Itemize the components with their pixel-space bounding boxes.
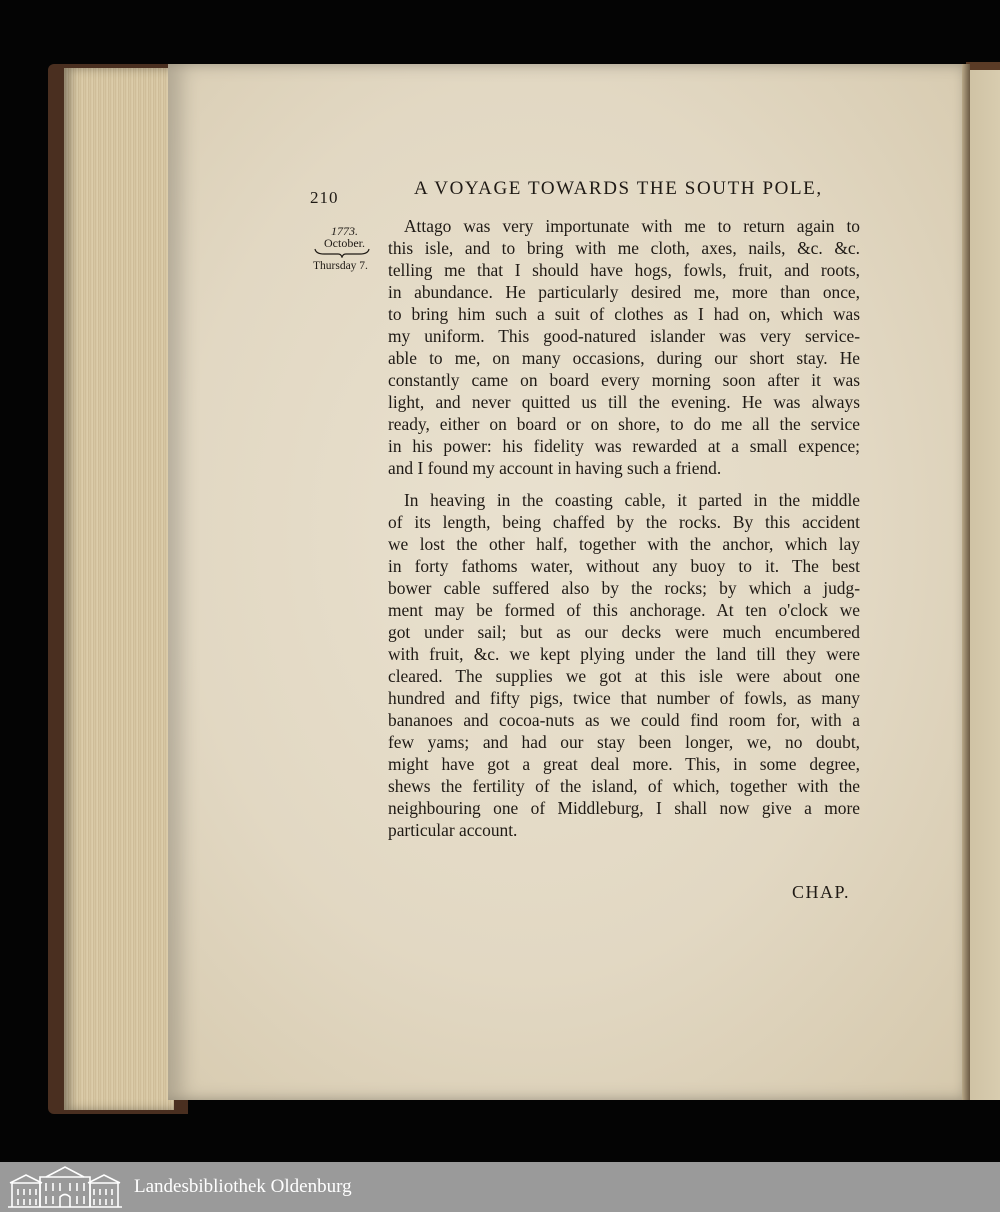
text-line: light, and never quitted us till the evening. He was always bbox=[388, 392, 860, 412]
library-name[interactable]: Landesbibliothek Oldenburg bbox=[134, 1176, 352, 1197]
text-line: bananoes and cocoa-nuts as we could find room for, with a bbox=[388, 710, 860, 730]
text-line: in forty fathoms water, without any buoy to it. The best bbox=[388, 556, 860, 576]
text-line: Attago was very importunate with me to return again to bbox=[404, 216, 860, 236]
text-line: my uniform. This good-natured islander was very service- bbox=[388, 326, 860, 346]
text-line: ment may be formed of this anchorage. At ten o'clock we bbox=[388, 600, 860, 620]
text-line: might have got a great deal more. This, in some degree, bbox=[388, 754, 860, 774]
text-line: few yams; and had our stay been longer, we, no doubt, bbox=[388, 732, 860, 752]
page-stack-edges bbox=[64, 68, 174, 1110]
text-line: constantly came on board every morning soon after it was bbox=[388, 370, 860, 390]
text-line: particular account. bbox=[388, 820, 518, 840]
page-number: 210 bbox=[310, 188, 339, 207]
next-page-sliver bbox=[968, 70, 1000, 1100]
catchword: CHAP. bbox=[792, 882, 851, 902]
text-line: this isle, and to bring with me cloth, axes, nails, &c. &c. bbox=[388, 238, 860, 258]
text-line: in abundance. He particularly desired me, more than once, bbox=[388, 282, 860, 302]
running-head: A VOYAGE TOWARDS THE SOUTH POLE, bbox=[414, 178, 823, 199]
text-line: In heaving in the coasting cable, it parted in the middle bbox=[404, 490, 860, 510]
library-building-icon[interactable] bbox=[6, 1165, 124, 1209]
text-line: in his power: his fidelity was rewarded at a small expence; bbox=[388, 436, 860, 456]
text-line: got under sail; but as our decks were much encumbered bbox=[388, 622, 860, 642]
text-line: hundred and fifty pigs, twice that number of fowls, as many bbox=[388, 688, 860, 708]
page-gutter bbox=[962, 64, 970, 1100]
paragraph-attago bbox=[388, 215, 860, 479]
margin-note-month: October. bbox=[324, 236, 365, 250]
text-line: shews the fertility of the island, of which, together with the bbox=[388, 776, 860, 796]
text-line: to bring him such a suit of clothes as I had on, which was bbox=[388, 304, 860, 324]
text-line: bower cable suffered also by the rocks; by which a judg- bbox=[388, 578, 860, 598]
text-line: and I found my account in having such a friend. bbox=[388, 458, 722, 478]
text-line: with fruit, &c. we kept plying under the land till they were bbox=[388, 644, 860, 664]
margin-brace-icon bbox=[314, 248, 370, 258]
footer-bar bbox=[0, 1162, 1000, 1212]
text-line: of its length, being chaffed by the rocks. By this accident bbox=[388, 512, 860, 532]
text-line: able to me, on many occasions, during our short stay. He bbox=[388, 348, 860, 368]
paragraph-coasting-cable bbox=[388, 489, 860, 841]
margin-note-day: Thursday 7. bbox=[313, 260, 368, 272]
text-line: neighbouring one of Middleburg, I shall now give a more bbox=[388, 798, 860, 818]
text-line: telling me that I should have hogs, fowls, fruit, and roots, bbox=[388, 260, 860, 280]
text-line: cleared. The supplies we got at this isle were about one bbox=[388, 666, 860, 686]
text-line: ready, either on board or on shore, to do me all the service bbox=[388, 414, 860, 434]
margin-note-year: 1773. bbox=[331, 224, 358, 238]
text-line: we lost the other half, together with the anchor, which lay bbox=[388, 534, 860, 554]
